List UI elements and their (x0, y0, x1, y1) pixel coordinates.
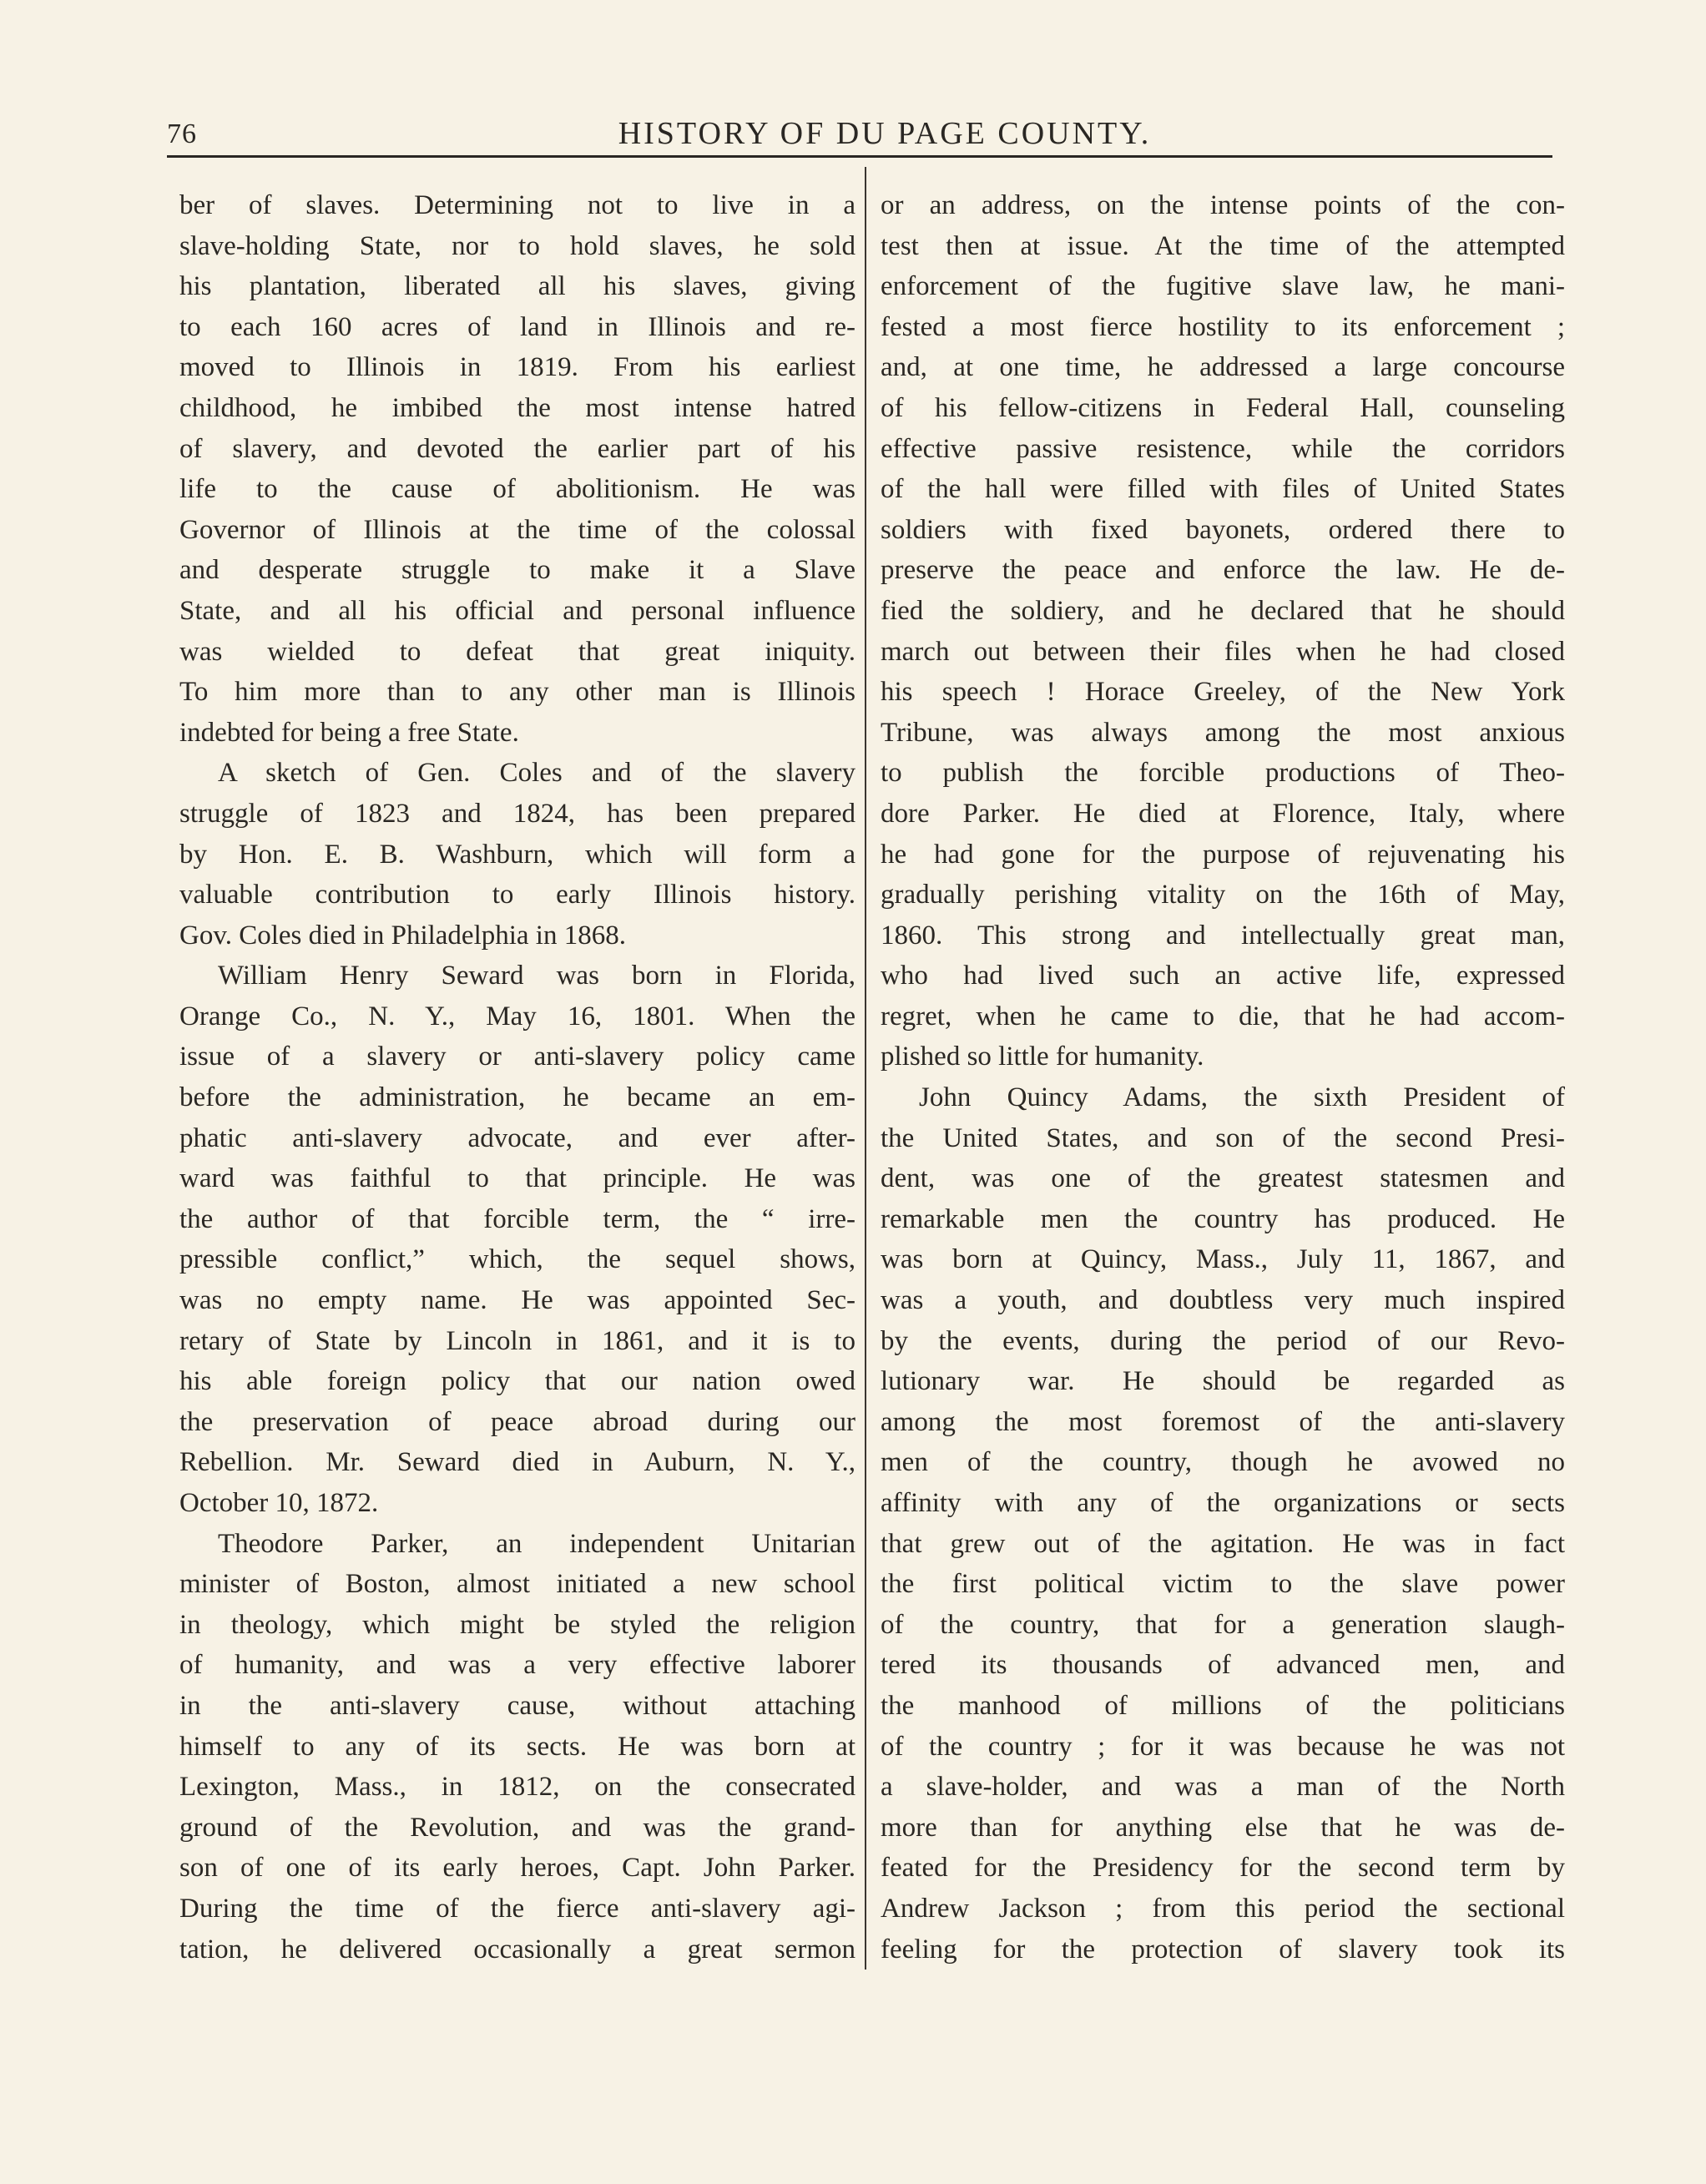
text-line: enforcement of the fugitive slave law, he mani- (881, 271, 1565, 302)
text-line: who had lived such an active life, expressed (881, 961, 1565, 991)
text-line: was no empty name. He was appointed Sec- (179, 1285, 856, 1316)
text-line: Governor of Illinois at the time of the colossal (179, 514, 856, 545)
text-line: his plantation, liberated all his slaves, giving (179, 271, 856, 302)
text-line: regret, when he came to die, that he had accom- (881, 1001, 1565, 1031)
text-line: ber of slaves. Determining not to live in a (179, 190, 856, 220)
text-line: ground of the Revolution, and was the grand- (179, 1812, 856, 1843)
text-line: 1860. This strong and intellectually great man, (881, 920, 1565, 951)
page-header (167, 108, 1552, 150)
text-line: feeling for the protection of slavery took its (881, 1934, 1565, 1965)
text-line: of the country, that for a generation slaugh- (881, 1609, 1565, 1640)
text-line: that grew out of the agitation. He was in fact (881, 1528, 1565, 1559)
text-line: ward was faithful to that principle. He was (179, 1163, 856, 1194)
text-line: among the most foremost of the anti-slavery (881, 1406, 1565, 1437)
text-line: dent, was one of the greatest statesmen and (881, 1163, 1565, 1194)
text-line: of the country ; for it was because he was not (881, 1731, 1565, 1762)
text-line: more than for anything else that he was de- (881, 1812, 1565, 1843)
text-line: Gov. Coles died in Philadelphia in 1868. (179, 920, 626, 951)
text-line: in the anti-slavery cause, without attaching (179, 1690, 856, 1721)
text-line: remarkable men the country has produced. He (881, 1203, 1565, 1234)
text-line: by Hon. E. B. Washburn, which will form a (179, 839, 856, 870)
text-line: to publish the forcible productions of Theo- (881, 758, 1565, 789)
text-line: the author of that forcible term, the “ irre- (179, 1203, 856, 1234)
text-line: the preservation of peace abroad during our (179, 1406, 856, 1437)
text-line: his speech ! Horace Greeley, of the New York (881, 677, 1565, 708)
text-line: Orange Co., N. Y., May 16, 1801. When the (179, 1001, 856, 1031)
text-line: before the administration, he became an em- (179, 1082, 856, 1113)
text-line: men of the country, though he avowed no (881, 1447, 1565, 1478)
text-line: gradually perishing vitality on the 16th of May, (881, 880, 1565, 910)
page-number: 76 (167, 119, 197, 149)
text-line: was wielded to defeat that great iniquity. (179, 636, 856, 667)
text-line: in theology, which might be styled the religion (179, 1609, 856, 1640)
text-line: or an address, on the intense points of the con- (881, 190, 1565, 220)
text-line: affinity with any of the organizations or sects (881, 1488, 1565, 1518)
text-line: dore Parker. He died at Florence, Italy, where (881, 798, 1565, 829)
text-line: of the hall were filled with files of United States (881, 474, 1565, 505)
text-line: and, at one time, he addressed a large concourse (881, 352, 1565, 383)
text-line: himself to any of its sects. He was born at (179, 1731, 856, 1762)
text-line: of humanity, and was a very effective laborer (179, 1650, 856, 1681)
text-line: phatic anti-slavery advocate, and ever after- (179, 1122, 856, 1153)
text-line: plished so little for humanity. (881, 1042, 1204, 1072)
text-line: Theodore Parker, an independent Unitarian (218, 1528, 856, 1559)
text-line: the manhood of millions of the politicians (881, 1690, 1565, 1721)
text-line: was born at Quincy, Mass., July 11, 1867, and (881, 1244, 1565, 1275)
text-line: life to the cause of abolitionism. He was (179, 474, 856, 505)
text-line: Lexington, Mass., in 1812, on the consecrated (179, 1772, 856, 1803)
text-line: his able foreign policy that our nation owed (179, 1366, 856, 1397)
text-line: of slavery, and devoted the earlier part of his (179, 433, 856, 464)
text-line: slave-holding State, nor to hold slaves, he sold (179, 230, 856, 261)
text-line: indebted for being a free State. (179, 717, 519, 748)
text-line: tered its thousands of advanced men, and (881, 1650, 1565, 1681)
text-line: William Henry Seward was born in Florida, (218, 961, 856, 991)
text-line: To him more than to any other man is Illinois (179, 677, 856, 708)
text-line: march out between their files when he had closed (881, 636, 1565, 667)
text-line: he had gone for the purpose of rejuvenating his (881, 839, 1565, 870)
text-line: and desperate struggle to make it a Slave (179, 555, 856, 586)
text-line: struggle of 1823 and 1824, has been prepared (179, 798, 856, 829)
text-line: John Quincy Adams, the sixth President of (919, 1082, 1565, 1113)
text-line: retary of State by Lincoln in 1861, and it is to (179, 1325, 856, 1356)
text-line: During the time of the fierce anti-slavery agi- (179, 1893, 856, 1924)
text-line: valuable contribution to early Illinois history. (179, 880, 856, 910)
text-line: A sketch of Gen. Coles and of the slavery (218, 758, 856, 789)
right-column (881, 185, 1565, 1970)
text-line: October 10, 1872. (179, 1488, 379, 1518)
text-line: issue of a slavery or anti-slavery policy came (179, 1042, 856, 1072)
running-title: HISTORY OF DU PAGE COUNTY. (618, 116, 1152, 151)
text-line: son of one of its early heroes, Capt. John Parker. (179, 1853, 856, 1884)
text-line: pressible conflict,” which, the sequel shows, (179, 1244, 856, 1275)
text-line: the first political victim to the slave power (881, 1569, 1565, 1600)
text-line: State, and all his official and personal influence (179, 595, 856, 626)
header-rule (167, 155, 1552, 158)
text-line: childhood, he imbibed the most intense hatred (179, 392, 856, 423)
text-line: tation, he delivered occasionally a great sermon (179, 1934, 856, 1965)
text-line: was a youth, and doubtless very much inspired (881, 1285, 1565, 1316)
column-divider (865, 167, 866, 1970)
text-line: of his fellow-citizens in Federal Hall, counseling (881, 392, 1565, 423)
text-line: Andrew Jackson ; from this period the sectional (881, 1893, 1565, 1924)
text-line: Tribune, was always among the most anxious (881, 717, 1565, 748)
text-line: Rebellion. Mr. Seward died in Auburn, N. Y., (179, 1447, 856, 1478)
text-line: soldiers with fixed bayonets, ordered there to (881, 514, 1565, 545)
left-column (179, 185, 856, 1970)
text-line: feated for the Presidency for the second term by (881, 1853, 1565, 1884)
text-line: lutionary war. He should be regarded as (881, 1366, 1565, 1397)
text-line: minister of Boston, almost initiated a new school (179, 1569, 856, 1600)
text-line: to each 160 acres of land in Illinois and re- (179, 311, 856, 342)
text-line: by the events, during the period of our Revo- (881, 1325, 1565, 1356)
text-line: fied the soldiery, and he declared that he should (881, 595, 1565, 626)
text-line: a slave-holder, and was a man of the North (881, 1772, 1565, 1803)
text-line: test then at issue. At the time of the attempted (881, 230, 1565, 261)
text-line: fested a most fierce hostility to its enforcement ; (881, 311, 1565, 342)
text-line: the United States, and son of the second Presi- (881, 1122, 1565, 1153)
text-line: moved to Illinois in 1819. From his earliest (179, 352, 856, 383)
text-line: effective passive resistence, while the corridors (881, 433, 1565, 464)
text-line: preserve the peace and enforce the law. He de- (881, 555, 1565, 586)
